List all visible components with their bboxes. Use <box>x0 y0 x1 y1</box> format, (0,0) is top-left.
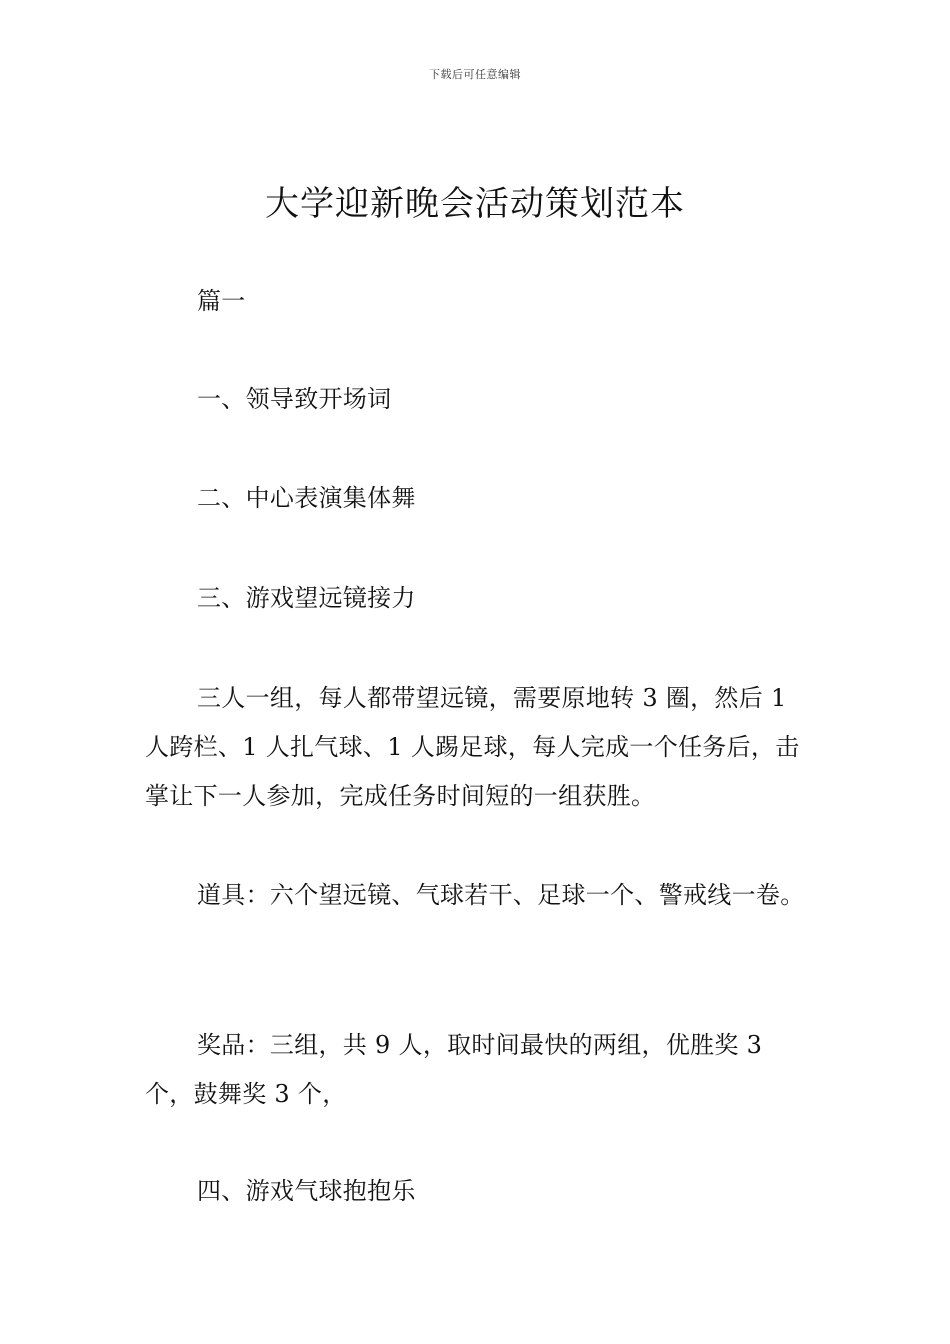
telescope-relay-prizes: 奖品：三组，共 9 人，取时间最快的两组，优胜奖 3 个，鼓舞奖 3 个， <box>145 1031 763 1108</box>
telescope-relay-description: 三人一组，每人都带望远镜，需要原地转 3 圈，然后 1 人跨栏、1 人扎气球、1 人踢足球，每人完成一个任务后，击掌让下一人参加，完成任务时间短的一组获胜。 <box>145 684 800 810</box>
telescope-relay-props: 道具：六个望远镜、气球若干、足球一个、警戒线一卷。 <box>197 881 805 909</box>
agenda-item-balloon-hug: 四、游戏气球抱抱乐 <box>197 1177 416 1205</box>
agenda-item-group-dance: 二、中心表演集体舞 <box>197 484 416 512</box>
document-title: 大学迎新晚会活动策划范本 <box>265 184 685 224</box>
header-note: 下载后可任意编辑 <box>429 68 521 81</box>
agenda-item-telescope-relay: 三、游戏望远镜接力 <box>197 584 416 612</box>
agenda-item-opening-speech: 一、领导致开场词 <box>197 385 392 413</box>
section-label: 篇一 <box>197 287 246 315</box>
